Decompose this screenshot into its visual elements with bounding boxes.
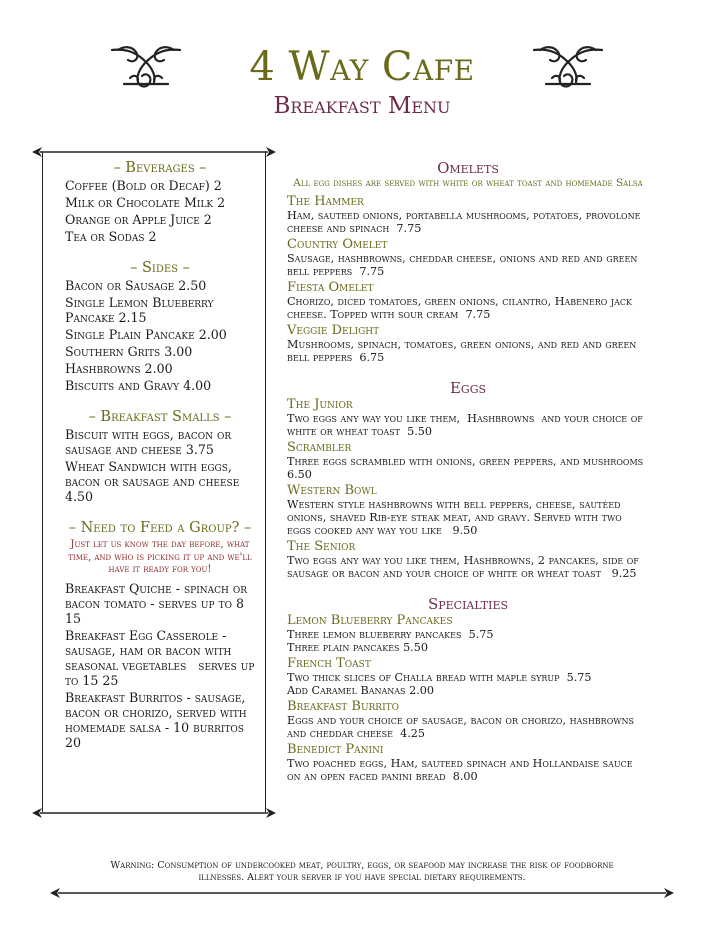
item-description: Two eggs any way you like them, Hashbrowns and your choice of white or wheat toast 5.50 bbox=[287, 411, 647, 438]
item-description: Chorizo, diced tomatoes, green onions, cilantro, Habenero jack cheese. Topped with sour cream 7.75 bbox=[287, 294, 636, 321]
section-heading: – Beverages – bbox=[113, 160, 207, 176]
arrow-rule-icon bbox=[32, 806, 276, 820]
omelets-section bbox=[287, 159, 649, 364]
menu-item: Breakfast Quiche - spinach or bacon tomato - serves up to 8 15 bbox=[65, 580, 252, 626]
cafe-title: 4 Way Cafe bbox=[249, 44, 475, 90]
item-description: Two eggs any way you like them, Hashbrowns, 2 pancakes, side of sausage or bacon and your choice of white or wheat toast 9.25 bbox=[287, 553, 643, 580]
section-heading: Omelets bbox=[437, 159, 499, 177]
menu-item: Wheat Sandwich with eggs, bacon or sausage and cheese 4.50 bbox=[65, 459, 244, 504]
sides-section bbox=[65, 260, 255, 393]
item-name: Lemon Blueberry Pancakes bbox=[287, 612, 453, 628]
menu-header bbox=[0, 0, 724, 140]
menu-item: Tea or Sodas 2 bbox=[65, 229, 157, 244]
item-name: The Hammer bbox=[287, 193, 364, 209]
item-description: Western style hashbrowns with bell peppers, cheese, sautéed onions, shaved Rib-eye steak meat, and gravy. Served with two eggs cooked any way you like 9.50 bbox=[287, 497, 626, 537]
section-heading: Eggs bbox=[449, 378, 487, 397]
section-heading: Specialties bbox=[427, 594, 509, 613]
item-name: Western Bowl bbox=[287, 482, 377, 498]
item-name: Scrambler bbox=[287, 439, 352, 455]
beverages-section bbox=[65, 160, 255, 244]
item-name: Breakfast Burrito bbox=[287, 698, 400, 714]
item-description: Three lemon blueberry pancakes 5.75 Three plain pancakes 5.50 bbox=[287, 627, 494, 654]
section-heading: – Need to Feed a Group? – bbox=[68, 520, 252, 536]
menu-item: Bacon or Sausage 2.50 bbox=[65, 278, 207, 293]
menu-item: Coffee (Bold or Decaf) 2 bbox=[65, 178, 222, 193]
food-safety-warning: Warning: Consumption of undercooked meat, poultry, eggs, or seafood may increase the risk of foodborne illnesses. Alert your server if you have special dietary requirements. bbox=[110, 860, 614, 883]
group-section bbox=[65, 520, 259, 750]
section-heading: – Sides – bbox=[130, 260, 190, 276]
breakfast-smalls-section bbox=[65, 409, 255, 504]
item-description: Two thick slices of Challa bread with maple syrup 5.75 Add Caramel Bananas 2.00 bbox=[287, 670, 592, 697]
item-description: Three eggs scrambled with onions, green peppers, and mushrooms 6.50 bbox=[287, 454, 654, 481]
menu-item: Breakfast Egg Casserole - sausage, ham or bacon with seasonal vegetables serves up to 15 25 bbox=[65, 627, 259, 688]
arrow-rule-icon bbox=[50, 886, 674, 900]
menu-item: Biscuit with eggs, bacon or sausage and cheese 3.75 bbox=[65, 427, 236, 457]
item-description: Mushrooms, spinach, tomatoes, green onions, and red and green bell peppers 6.75 bbox=[287, 337, 640, 364]
menu-item: Hashbrowns 2.00 bbox=[65, 361, 173, 376]
menu-item: Breakfast Burritos - sausage, bacon or chorizo, served with homemade salsa - 10 burritos 20 bbox=[65, 689, 251, 750]
item-name: Fiesta Omelet bbox=[287, 279, 374, 295]
menu-item: Single Plain Pancake 2.00 bbox=[65, 327, 227, 342]
menu-subtitle: Breakfast Menu bbox=[273, 93, 451, 119]
item-name: The Senior bbox=[287, 538, 356, 554]
item-name: Country Omelet bbox=[287, 236, 388, 252]
menu-item: Orange or Apple Juice 2 bbox=[65, 212, 212, 227]
specialties-section bbox=[287, 595, 649, 783]
left-column-box bbox=[42, 152, 266, 812]
section-heading: – Breakfast Smalls – bbox=[88, 409, 232, 425]
menu-item: Biscuits and Gravy 4.00 bbox=[65, 378, 212, 393]
menu-item: Southern Grits 3.00 bbox=[65, 344, 193, 359]
flourish-ornament-icon bbox=[530, 44, 606, 90]
menu-item: Single Lemon Blueberry Pancake 2.15 bbox=[65, 295, 218, 325]
right-column bbox=[287, 159, 654, 785]
item-name: French Toast bbox=[287, 655, 371, 671]
item-description: Ham, sauteed onions, portabella mushrooms, potatoes, provolone cheese and spinach 7.75 bbox=[287, 208, 644, 235]
eggs-section bbox=[287, 378, 654, 580]
item-name: Veggie Delight bbox=[287, 322, 380, 338]
group-note: Just let us know the day before, what time, and who is picking it up and we'll have it ready for you! bbox=[68, 539, 252, 575]
menu-item: Milk or Chocolate Milk 2 bbox=[65, 195, 226, 210]
omelets-note: All egg dishes are served with white or wheat toast and homemade Salsa bbox=[293, 177, 643, 189]
item-description: Sausage, hashbrowns, cheddar cheese, onions and red and green bell peppers 7.75 bbox=[287, 251, 641, 278]
item-name: The Junior bbox=[287, 396, 353, 412]
item-description: Eggs and your choice of sausage, bacon or chorizo, hashbrowns and cheddar cheese 4.25 bbox=[287, 713, 638, 740]
item-description: Two poached eggs, Ham, sauteed spinach and Hollandaise sauce on an open faced panini bread 8.00 bbox=[287, 756, 637, 783]
item-name: Benedict Panini bbox=[287, 741, 384, 757]
